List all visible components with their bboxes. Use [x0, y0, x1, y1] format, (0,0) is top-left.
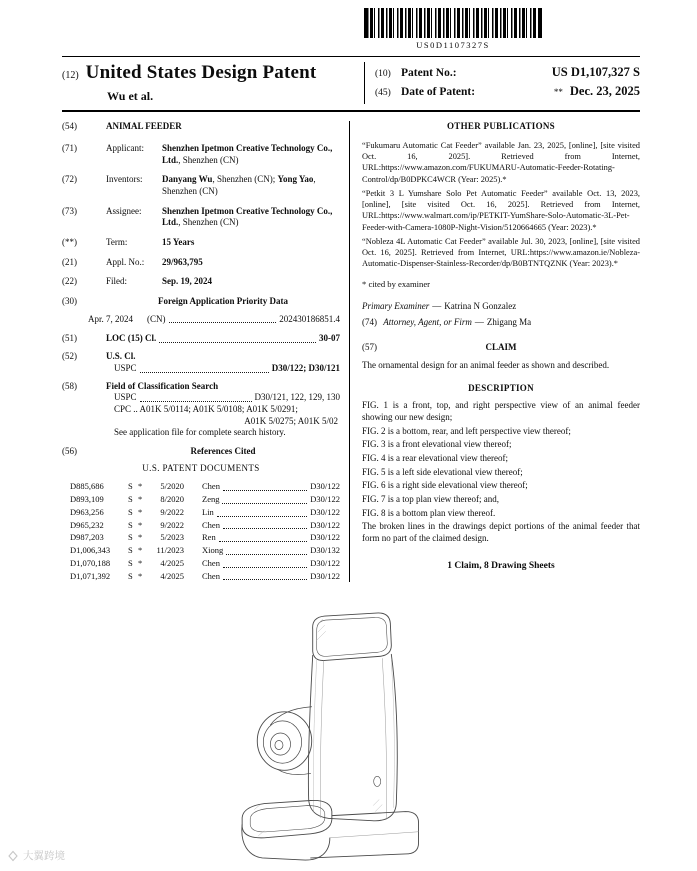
biblio-columns [62, 121, 640, 582]
header-bottom-rule [62, 110, 640, 112]
search-note: See application file for complete search history. [114, 427, 286, 438]
description-line: FIG. 1 is a front, top, and right perspective view of an animal feeder showing our new design; [362, 400, 640, 422]
field-code: (51) [62, 333, 77, 344]
animal-feeder-illustration [224, 610, 476, 862]
dotted-leader [222, 503, 307, 504]
field-code: (52) [62, 351, 77, 362]
ref-kind-code: S [128, 570, 133, 581]
search-cpc-line2: A01K 5/0275; A01K 5/02 [244, 415, 338, 426]
ref-class: D30/122 [310, 506, 340, 517]
dotted-leader [223, 528, 307, 529]
ref-kind-code: S [128, 557, 133, 568]
field-code: (21) [62, 256, 77, 267]
ref-examiner-star: * [138, 557, 143, 568]
examiner-name: Katrina N Gonzalez [444, 300, 517, 311]
assignee-label: Assignee: [106, 205, 142, 216]
ref-kind-code: S [128, 494, 133, 505]
applicant-value [162, 143, 340, 166]
ref-kind-code: S [128, 481, 133, 492]
description-block [362, 400, 640, 545]
ref-patentee-name: Chen [202, 570, 220, 581]
inventor-party: Wu et al. [107, 89, 154, 103]
date-label: Date of Patent: [401, 86, 476, 98]
description-line: FIG. 7 is a top plan view thereof; and, [362, 494, 499, 505]
ref-date: 5/2023 [160, 532, 184, 543]
ref-kind-code: S [128, 519, 133, 530]
dotted-leader [140, 401, 252, 402]
description-line: The broken lines in the drawings depict portions of the animal feeder that form no part of the claimed design. [362, 521, 640, 544]
watermark [7, 848, 65, 863]
term-extension-stars: ** [553, 87, 563, 97]
dotted-leader [226, 554, 307, 555]
field-appl-no [62, 257, 340, 269]
ref-examiner-star: * [138, 545, 143, 556]
ref-class: D30/122 [310, 481, 340, 492]
claim-text: The ornamental design for an animal feeder as shown and described. [362, 359, 610, 370]
ref-patentee-name: Zeng [202, 494, 220, 505]
ref-doc-number: D1,070,188 [70, 557, 111, 568]
priority-app-number: 202430186851.4 [279, 313, 340, 324]
dotted-leader [223, 567, 307, 568]
field-foreign-priority [62, 296, 340, 308]
assignee-value [162, 206, 340, 229]
ref-patentee-name: Chen [202, 481, 220, 492]
field-classification-search [62, 381, 340, 439]
document-title: United States Design Patent [85, 62, 317, 83]
ref-class: D30/122 [310, 557, 340, 568]
attorney-label: Attorney, Agent, or Firm [383, 317, 472, 328]
patent-number: US D1,107,327 S [551, 65, 640, 79]
foreign-priority-heading: Foreign Application Priority Data [157, 296, 289, 307]
dotted-leader [219, 541, 308, 542]
us-cl-label: U.S. Cl. [106, 351, 136, 362]
term-value: 15 Years [162, 237, 195, 247]
loc-label: LOC (15) Cl. [106, 333, 157, 344]
field-loc-class [62, 333, 340, 345]
ref-date: 11/2023 [156, 545, 184, 556]
ref-patentee-name: Lin [202, 506, 214, 517]
barcode-icon [364, 8, 542, 38]
claims-sheets-line: 1 Claim, 8 Drawing Sheets [447, 560, 555, 571]
field-references-cited [62, 446, 340, 458]
inventor-name: Danyang Wu [162, 174, 213, 185]
ref-class: D30/122 [310, 519, 340, 530]
dotted-leader [140, 372, 269, 373]
field-code: (73) [62, 205, 77, 216]
description-line: FIG. 5 is a left side elevational view thereof; [362, 466, 523, 477]
ref-patentee-name: Xiong [202, 545, 224, 556]
attorney-line [362, 317, 640, 329]
priority-data-line [88, 314, 340, 326]
field-code: (56) [62, 445, 77, 456]
field-applicant [62, 143, 340, 166]
inventor-location: , Shenzhen (CN); [212, 174, 278, 185]
ref-doc-number: D1,071,392 [70, 570, 111, 581]
examiner-label: Primary Examiner [362, 300, 430, 311]
ref-class: D30/122 [310, 570, 340, 581]
ref-date: 4/2025 [160, 557, 184, 568]
field-title [62, 121, 340, 133]
dotted-leader [159, 342, 316, 343]
applicant-location: , Shenzhen (CN) [178, 154, 239, 165]
ref-examiner-star: * [138, 494, 143, 505]
dotted-leader [169, 322, 277, 323]
ref-kind-code: S [128, 532, 133, 543]
attorney-field-code: (74) [362, 317, 377, 328]
reference-row [62, 544, 340, 557]
inventor-location: , Shenzhen (CN) [162, 174, 316, 196]
header-left [62, 62, 364, 104]
ref-kind-code: S [128, 506, 133, 517]
ref-examiner-star: * [138, 570, 143, 581]
inventors-label: Inventors: [106, 174, 143, 185]
assignee-name: Shenzhen Ipetmon Creative Technology Co., Ltd. [162, 205, 333, 228]
ref-examiner-star: * [138, 481, 143, 492]
dotted-leader [217, 516, 307, 517]
dotted-leader [223, 490, 307, 491]
filed-label: Filed: [106, 276, 128, 287]
watermark-text: 大翼跨境 [23, 850, 65, 862]
field-code: (22) [62, 276, 77, 287]
other-publications-heading: OTHER PUBLICATIONS [446, 121, 555, 132]
em-dash: — [474, 317, 484, 328]
reference-row [62, 557, 340, 570]
reference-row [62, 531, 340, 544]
watermark-logo-icon [7, 850, 19, 862]
date-field-code: (45) [375, 88, 391, 98]
ref-class: D30/122 [310, 494, 340, 505]
ref-doc-number: D963,256 [70, 506, 104, 517]
dotted-leader [223, 579, 307, 580]
ref-doc-number: D987,203 [70, 532, 104, 543]
inventor-name: Yong Yao [277, 174, 314, 185]
field-code: (72) [62, 174, 77, 185]
ref-examiner-star: * [138, 519, 143, 530]
field-search-label: Field of Classification Search [106, 380, 219, 391]
us-patent-documents-heading: U.S. PATENT DOCUMENTS [142, 462, 260, 473]
applicant-label: Applicant: [106, 142, 144, 153]
claim-heading: CLAIM [485, 342, 517, 353]
cited-by-examiner-note: * cited by examiner [362, 278, 431, 289]
description-line: FIG. 8 is a bottom plan view thereof. [362, 507, 496, 518]
claim-field-code: (57) [362, 342, 377, 353]
publication-item: “Nobleza 4L Automatic Cat Feeder” available Jul. 30, 2023, [online], [site visited Oct. 16, 2025]. Retrieved from Internet, URL:https://www.amazon.ie/Nobleza-Automatic-Dispenser-Stainless-Recorder/dp/B0BTNTQZNK (Year: 2023).* [362, 236, 640, 269]
barcode-block [358, 8, 548, 50]
loc-value: 30-07 [319, 333, 340, 344]
reference-row [62, 570, 340, 583]
uspc-value: D30/122; D30/121 [271, 362, 340, 373]
description-line: FIG. 6 is a right side elevational view thereof; [362, 480, 528, 491]
field-code: (58) [62, 380, 77, 391]
ref-examiner-star: * [138, 532, 143, 543]
term-label: Term: [106, 237, 128, 247]
ref-doc-number: D885,686 [70, 481, 104, 492]
description-line: FIG. 4 is a rear elevational view thereof; [362, 452, 508, 463]
search-cpc-line1: CPC .. A01K 5/0114; A01K 5/0108; A01K 5/0291; [114, 403, 298, 414]
priority-country: (CN) [147, 313, 166, 324]
patent-header [62, 57, 640, 110]
ref-doc-number: D893,109 [70, 494, 104, 505]
right-column [349, 121, 640, 582]
ref-kind-code: S [128, 545, 133, 556]
appl-no-value: 29/963,795 [162, 256, 203, 267]
appl-no-label: Appl. No.: [106, 256, 145, 267]
ref-patentee-name: Chen [202, 519, 220, 530]
field-code: (54) [62, 121, 77, 132]
ref-date: 9/2022 [160, 506, 184, 517]
barcode-number: US0D1107327S [416, 40, 490, 50]
header-right [364, 62, 640, 104]
search-uspc-value: D30/121, 122, 129, 130 [254, 392, 340, 403]
description-line: FIG. 2 is a bottom, rear, and left perspective view thereof; [362, 425, 571, 436]
left-column [62, 121, 349, 582]
publications-list [362, 140, 640, 270]
ref-doc-number: D1,006,343 [70, 545, 111, 556]
reference-row [62, 480, 340, 493]
filed-value: Sep. 19, 2024 [162, 276, 213, 287]
attorney-name: Zhigang Ma [486, 317, 532, 328]
description-line: FIG. 3 is a front elevational view thereof; [362, 439, 512, 450]
references-table [62, 480, 340, 582]
claim-heading-row [362, 342, 640, 354]
reference-row [62, 506, 340, 519]
applicant-name: Shenzhen Ipetmon Creative Technology Co., Ltd. [162, 142, 333, 165]
patent-no-label: Patent No.: [401, 67, 457, 79]
em-dash: — [432, 300, 442, 311]
ref-date: 8/2020 [160, 494, 184, 505]
patent-no-field-code: (10) [375, 69, 391, 79]
ref-examiner-star: * [138, 506, 143, 517]
ref-date: 5/2020 [160, 481, 184, 492]
field-code: (71) [62, 142, 77, 153]
references-heading: References Cited [190, 445, 256, 456]
field-inventors [62, 174, 340, 197]
field-term [62, 237, 340, 249]
ref-patentee-name: Ren [202, 532, 216, 543]
ref-doc-number: D965,232 [70, 519, 104, 530]
description-heading: DESCRIPTION [468, 382, 534, 393]
reference-row [62, 519, 340, 532]
publication-item: “Petkit 3 L Yumshare Solo Pet Automatic Feeder” available Oct. 13, 2023, [online], [site visited Oct. 16, 2025]. Retrieved from Internet, URL:https://www.walmart.com/ip/PETKIT-YumShare-Solo-Automatic-3L-Pet-Feeder-with-Camera-1080P-Night-Vision/5120664665 (Year: 2023).* [362, 188, 640, 232]
publication-item: “Fukumaru Automatic Cat Feeder” available Jan. 23, 2025, [online], [site visited Oct. 16, 2025]. Retrieved from Internet, URL:https://www.amazon.com/FUKUMARU-Automatic-Feeder-Rotating-Control/dp/B0DPKC4WCR (Year: 2025).* [362, 140, 640, 184]
invention-title: ANIMAL FEEDER [106, 121, 182, 132]
uspc-label: USPC [114, 362, 137, 373]
figure-1-drawing [224, 610, 476, 862]
field-code: (**) [62, 237, 77, 247]
search-uspc-label: USPC [114, 392, 137, 403]
ref-class: D30/132 [310, 545, 340, 556]
field-us-class [62, 351, 340, 374]
field-assignee [62, 206, 340, 229]
reference-row [62, 493, 340, 506]
inventors-value [162, 174, 340, 197]
field-code: (30) [62, 296, 77, 307]
primary-examiner-line [362, 301, 640, 313]
kind-code-number: (12) [62, 70, 79, 81]
assignee-location: , Shenzhen (CN) [178, 217, 239, 228]
field-filed [62, 276, 340, 288]
ref-patentee-name: Chen [202, 557, 220, 568]
priority-date: Apr. 7, 2024 [88, 313, 133, 324]
ref-date: 4/2025 [160, 570, 184, 581]
patent-date: Dec. 23, 2025 [569, 84, 640, 98]
ref-date: 9/2022 [160, 519, 184, 530]
ref-class: D30/122 [310, 532, 340, 543]
